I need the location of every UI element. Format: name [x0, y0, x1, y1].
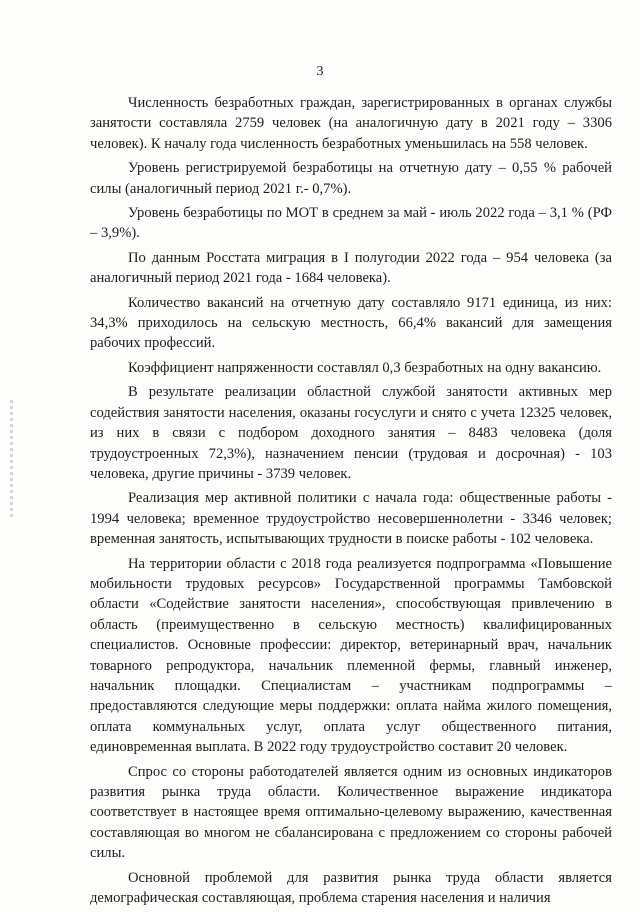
paragraph-ilo-unemployment: Уровень безработицы по МОТ в среднем за май - июль 2022 года – 3,1 % (РФ – 3,9%). [90, 205, 612, 242]
paragraph-registered-unemployment-rate: Уровень регистрируемой безработицы на отчетную дату – 0,55 % рабочей силы (аналогичный период 2021 г.- 0,7%). [90, 160, 612, 197]
scan-margin-artifact [10, 400, 13, 520]
paragraph-migration: По данным Росстата миграция в I полугодии 2022 года – 954 человека (за аналогичный период 2021 года - 1684 человека). [90, 249, 612, 287]
document-body [90, 93, 612, 912]
page-number: 3 [316, 64, 324, 79]
paragraph-vacancies: Количество вакансий на отчетную дату составляло 9171 единица, из них: 34,3% приходилось на сельскую местность, 66,4% вакансий для замещения рабочих профессий. [90, 294, 612, 352]
paragraph-active-measures: В результате реализации областной службой занятости активных мер содействия занятости населения, оказаны госуслуги и снято с учета 12325 человек, из них в связи с подбором доходного занятия – 8483 человека (доля трудоустроенных 72,3%), назначением пенсии (трудовая и досрочная) - 103 человека, другие причины - 3739 человек. [90, 384, 612, 482]
paragraph-employer-demand: Спрос со стороны работодателей является одним из основных индикаторов развития рынка труда области. Количественное выражение индикатора соответствует в настоящее время оптимально-целевому выражению, качественная составляющая во многом не сбалансирована с предложением со стороны рабочей силы. [90, 763, 612, 862]
paragraph-tension-coefficient: Коэффициент напряженности составлял 0,3 безработных на одну вакансию. [128, 359, 602, 376]
paragraph-active-policy: Реализация мер активной политики с начала года: общественные работы - 1994 человека; временное трудоустройство несовершеннолетни - 3346 человек; временная занятость, испытывающих трудности в поиске работы - 102 человека. [90, 490, 612, 548]
paragraph-mobility-subprogram: На территории области с 2018 года реализуется подпрограмма «Повышение мобильности трудовых ресурсов» Государственной программы Тамбовской области «Содействие занятости населения», способствующая привлечению в область (преимущественно в сельскую местность) квалифицированных специалистов. Основные профессии: директор, ветеринарный врач, начальник товарного репродуктора, начальник племенной фермы, главный инженер, начальник площадки. Специалистам – участникам подпрограммы – предоставляются следующие меры поддержки: оплата найма жилого помещения, оплата коммунальных услуг, оплата услуг общественного питания, единовременная выплата. В 2022 году трудоустройство составит 20 человек. [90, 555, 612, 756]
paragraph-unemployed-count: Численность безработных граждан, зарегистрированных в органах службы занятости составляла 2759 человек (на аналогичную дату в 2021 году – 3306 человек). К началу года численность безработных уменьшилась на 558 человек. [90, 95, 612, 152]
paragraph-main-problem: Основной проблемой для развития рынка труда области является демографическая составляющая, проблема старения населения и наличия [90, 869, 612, 907]
